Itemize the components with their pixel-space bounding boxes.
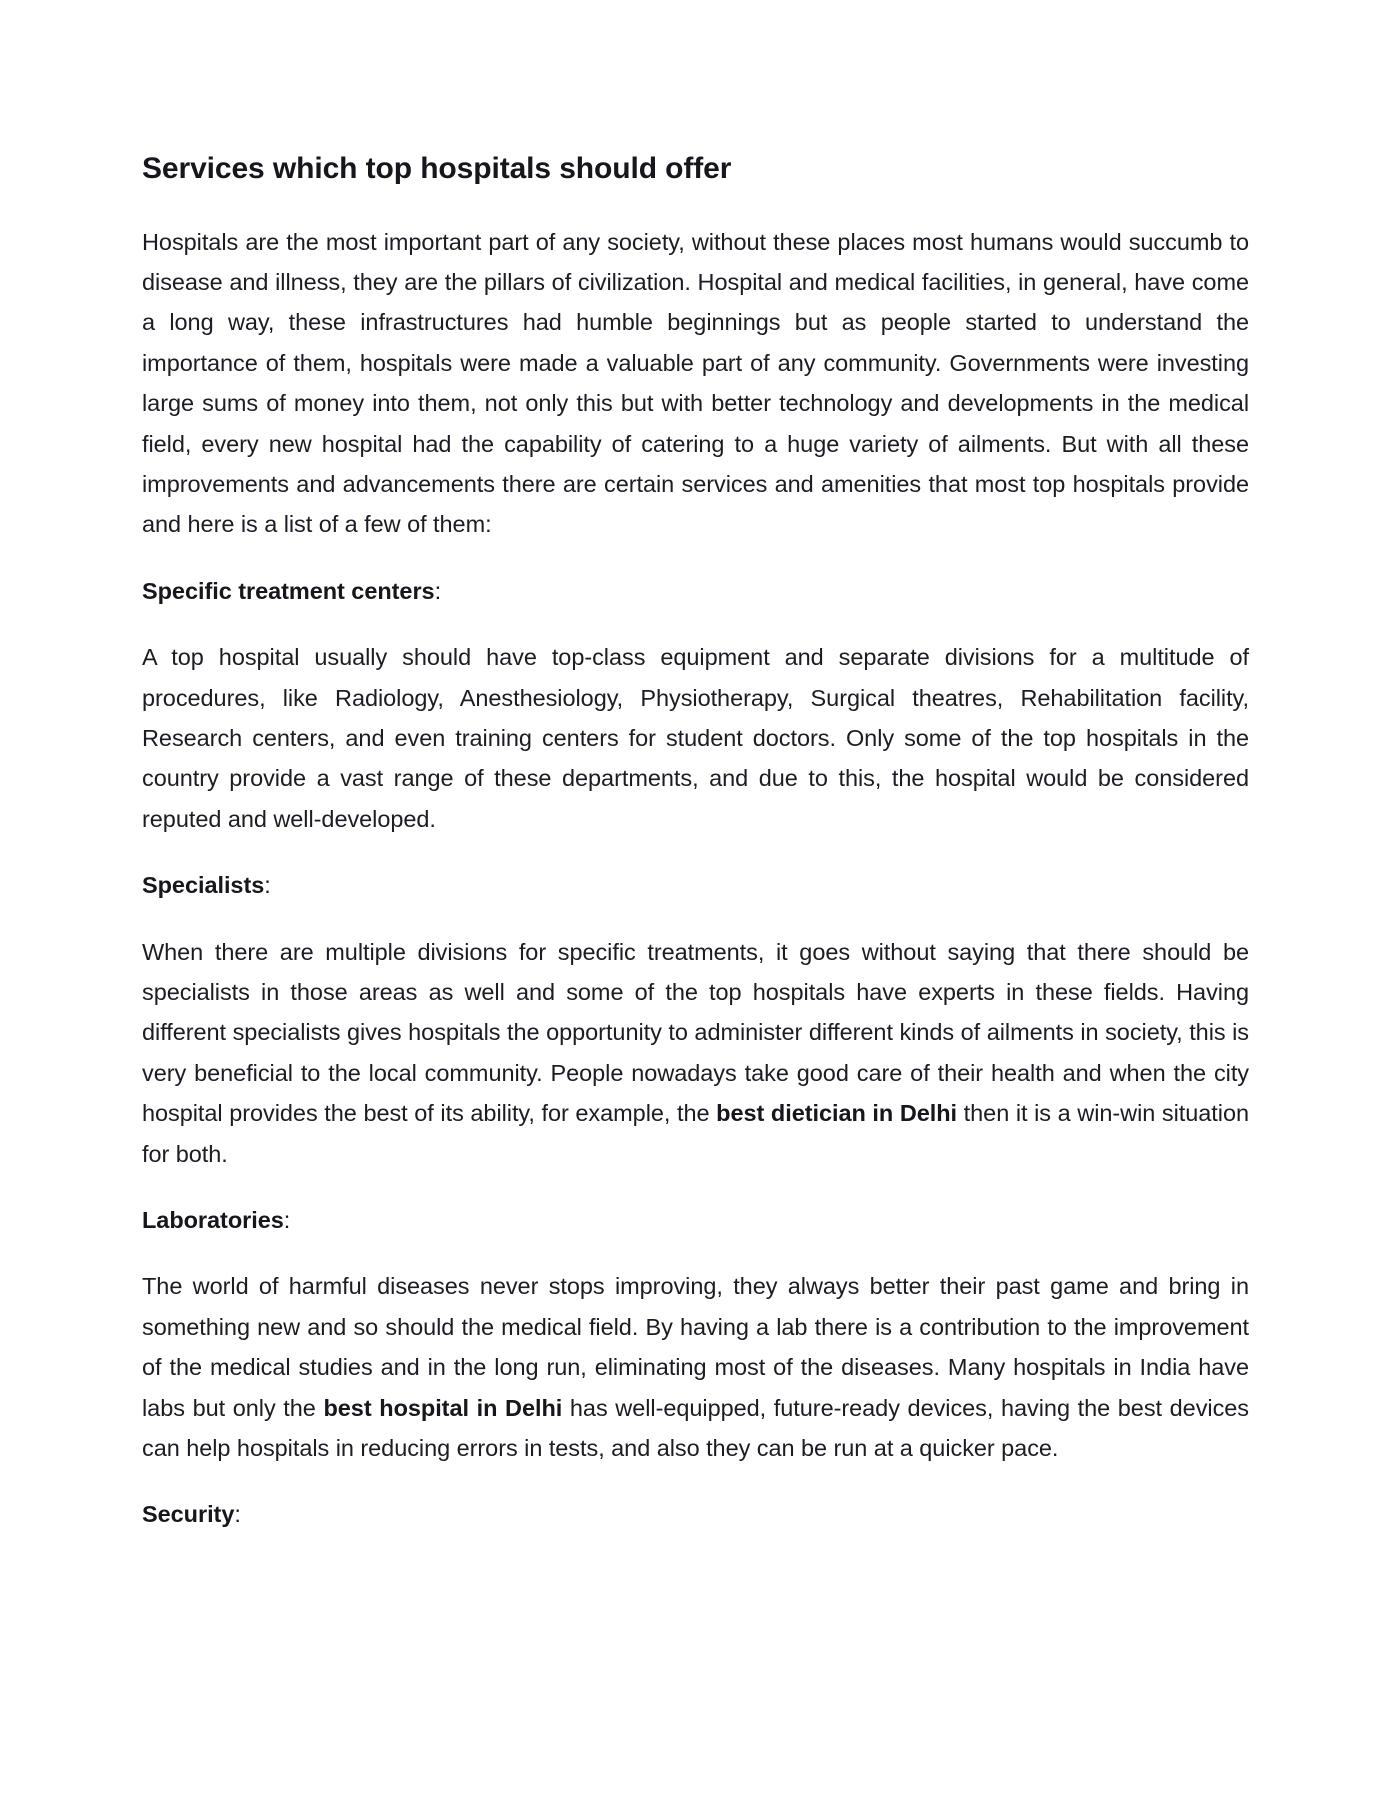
laboratories-paragraph xyxy=(142,1266,1249,1468)
heading-specialists-colon: : xyxy=(264,872,271,899)
heading-specific-treatment-centers xyxy=(142,571,1249,611)
heading-specialists-label: Specialists xyxy=(142,872,265,899)
specialists-paragraph xyxy=(142,932,1249,1174)
specialists-text-before: When there are multiple divisions for specific treatments, it goes without saying that there should be specialists in those areas as well and some of the top hospitals have experts in these fields. Having different specialists gives hospitals the opportunity to administer different kinds of ailments in society, this is very beneficial to the local community. People nowadays take good care of their health and when the city hospital provides the best of its ability, for example, the xyxy=(142,938,1249,1127)
heading-specialists xyxy=(142,865,1249,905)
intro-paragraph: Hospitals are the most important part of any society, without these places most humans would succumb to disease and illness, they are the pillars of civilization. Hospital and medical facilities, in general, have come a long way, these infrastructures had humble beginnings but as people started to understand the importance of them, hospitals were made a valuable part of any community. Governments were investing large sums of money into them, not only this but with better technology and developments in the medical field, every new hospital had the capability of catering to a huge variety of ailments. But with all these improvements and advancements there are certain services and amenities that most top hospitals provide and here is a list of a few of them: xyxy=(142,228,1249,538)
keyword-best-hospital-in-delhi: best hospital in Delhi xyxy=(323,1394,563,1421)
keyword-best-dietician-in-delhi: best dietician in Delhi xyxy=(716,1100,958,1127)
specialists-text-after: then it is a win-win situation for both. xyxy=(142,1100,1249,1167)
heading-security-colon: : xyxy=(234,1501,241,1528)
specific-treatment-centers-paragraph: A top hospital usually should have top-class equipment and separate divisions for a multitude of procedures, like Radiology, Anesthesiology, Physiotherapy, Surgical theatres, Rehabilitation facility, Research centers, and even training centers for student doctors. Only some of the top hospitals in the country provide a vast range of these departments, and due to this, the hospital would be considered reputed and well-developed. xyxy=(142,644,1249,832)
heading-laboratories xyxy=(142,1200,1249,1240)
heading-laboratories-colon: : xyxy=(283,1207,291,1234)
heading-security xyxy=(142,1494,1249,1534)
laboratories-text-before: The world of harmful diseases never stops improving, they always better their past game and bring in something new and so should the medical field. By having a lab there is a contribution to the improvement of the medical studies and in the long run, eliminating most of the diseases. Many hospitals in India have labs but only the xyxy=(142,1273,1249,1421)
document-body xyxy=(142,150,1249,1535)
page-title: Services which top hospitals should offer xyxy=(142,152,732,185)
heading-laboratories-label: Laboratories xyxy=(142,1207,284,1234)
heading-specific-treatment-centers-label: Specific treatment centers xyxy=(142,577,435,604)
heading-specific-treatment-centers-colon: : xyxy=(434,577,442,604)
laboratories-text-after: has well-equipped, future-ready devices, having the best devices can help hospitals in reducing errors in tests, and also they can be run at a quicker pace. xyxy=(142,1394,1249,1462)
heading-security-label: Security xyxy=(142,1501,235,1528)
